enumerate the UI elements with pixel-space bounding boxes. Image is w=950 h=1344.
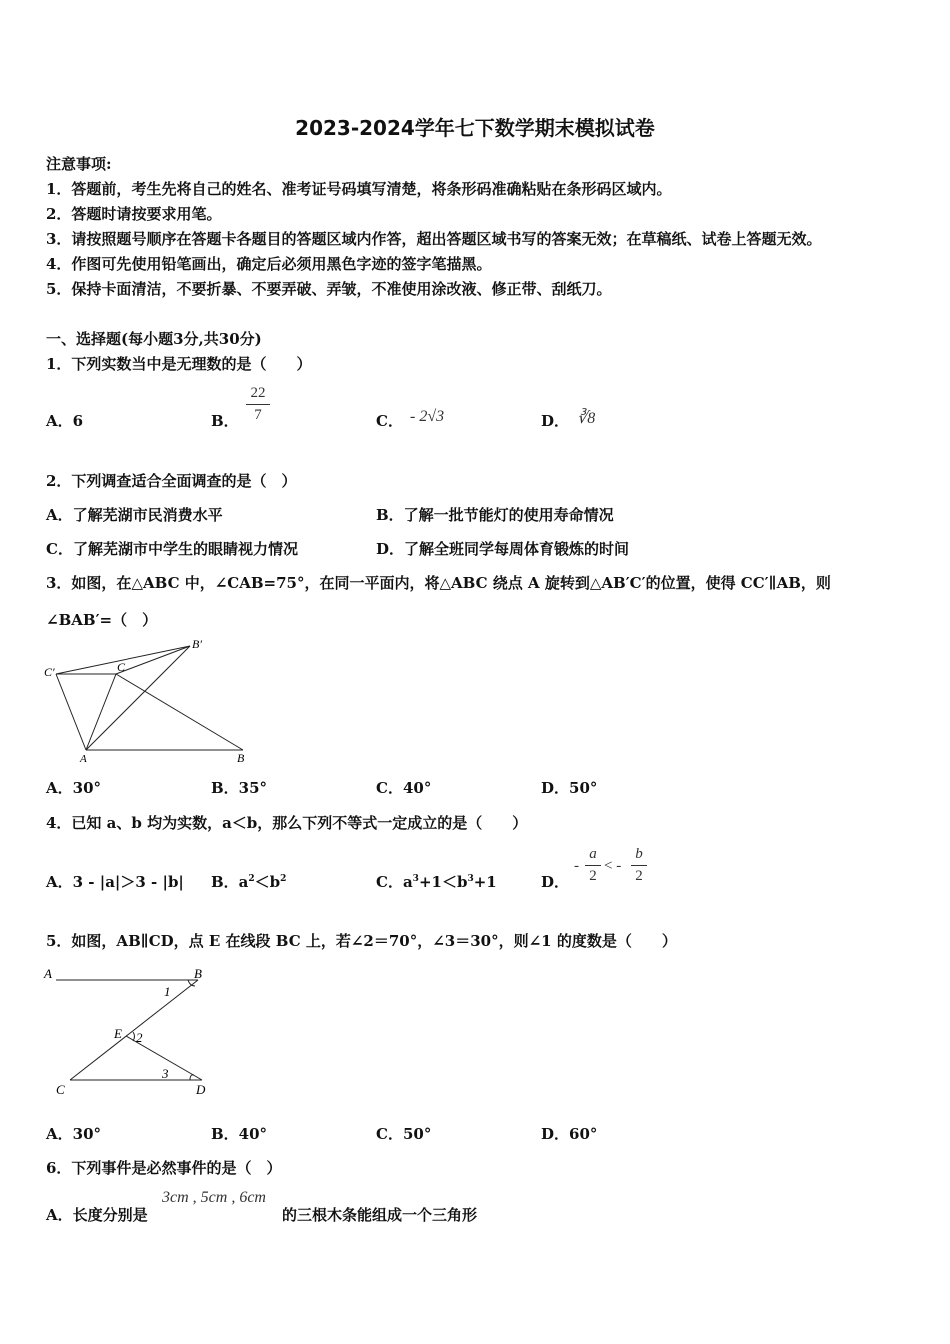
page-title: 2023-2024学年七下数学期末模拟试卷 (295, 116, 655, 140)
point-label-a: A (44, 966, 52, 981)
notice-item: 5．保持卡面清洁，不要折暴、不要弄破、弄皱，不准使用涂改液、修正带、刮纸刀。 (46, 280, 612, 298)
q1-option-d-math: ∛8 (577, 410, 596, 427)
question-6-stem: 6．下列事件是必然事件的是（ ） (46, 1159, 282, 1177)
q4-option-d-fraction-b (631, 846, 647, 885)
q3-option-c: C．40° (376, 779, 432, 797)
q5-parallel-lines-figure (40, 962, 230, 1104)
q3-rotation-figure (40, 636, 260, 768)
notice-heading: 注意事项: (46, 155, 112, 173)
question-3-stem-cont: ∠BAB′=（ ） (46, 611, 158, 629)
notice-item: 2．答题时请按要求用笔。 (46, 205, 222, 223)
q5-option-b: B．40° (211, 1125, 268, 1143)
point-label-e: E (114, 1026, 122, 1041)
segment-cprime-a (56, 674, 86, 750)
question-1-stem: 1．下列实数当中是无理数的是（ ） (46, 355, 312, 373)
q3-option-b: B．35° (211, 779, 268, 797)
fraction-bar (585, 865, 601, 866)
q5-option-c: C．50° (376, 1125, 432, 1143)
segment-a-bprime (86, 646, 190, 750)
point-label-b: B (194, 966, 202, 981)
q1-option-d-label: D． (541, 412, 570, 430)
fraction-numerator: b (635, 846, 643, 862)
q4-option-d-label: D． (541, 873, 570, 891)
q1-option-b-fraction (246, 385, 270, 424)
fraction-denominator: 2 (635, 868, 643, 884)
angle-2-arc (133, 1032, 135, 1041)
q3-option-a: A．30° (46, 779, 102, 797)
q4-option-c: C．$a^3+1<b^3+1$ (376, 873, 497, 891)
q6-option-a-suffix: 的三根木条能组成一个三角形 (282, 1206, 478, 1224)
q3-option-d: D．50° (541, 779, 598, 797)
q4-option-a: A．3 - |a|＞3 - |b| (46, 873, 184, 891)
question-3-stem: 3．如图，在△ABC 中，∠CAB=75°，在同一平面内，将△ABC 绕点 A 旋转到△AB′C′的位置，使得 CC′∥AB，则 (46, 574, 831, 592)
point-label-d: D (196, 1082, 206, 1097)
angle-label-3: 3 (162, 1066, 169, 1081)
segment-c-a (86, 674, 116, 750)
segment-c-b (116, 674, 243, 750)
q2-option-b: B．了解一批节能灯的使用寿命情况 (376, 506, 614, 524)
section-heading: 一、选择题(每小题3分,共30分) (46, 330, 262, 348)
point-label-b: B (237, 751, 245, 765)
q1-option-c-math: - 2√3 (410, 408, 445, 425)
q5-option-d: D．60° (541, 1125, 598, 1143)
fraction-denominator: 7 (254, 407, 262, 423)
question-4-stem: 4．已知 a、b 均为实数，a＜b，那么下列不等式一定成立的是（ ） (46, 814, 528, 832)
q1-option-a: A．6 (46, 412, 84, 430)
q4-option-d-minus: - (574, 858, 579, 874)
angle-label-2: 2 (136, 1030, 143, 1045)
notice-item: 3．请按照题号顺序在答题卡各题目的答题区域内作答，超出答题区域书写的答案无效；在草稿纸、试卷上答题无效。 (46, 230, 822, 248)
notice-item: 4．作图可先使用铅笔画出，确定后必须用黑色字迹的签字笔描黑。 (46, 255, 492, 273)
q1-option-b-label: B． (211, 412, 239, 430)
q2-option-a: A．了解芜湖市民消费水平 (46, 506, 223, 524)
q2-option-c: C．了解芜湖市中学生的眼睛视力情况 (46, 540, 298, 558)
fraction-numerator: 22 (250, 385, 266, 401)
q6-option-a-lengths: 3cm , 5cm , 6cm (162, 1189, 266, 1206)
point-label-bprime: B′ (192, 637, 202, 651)
fraction-numerator: a (589, 846, 597, 862)
angle-label-1: 1 (164, 984, 171, 999)
point-label-c: C (117, 660, 126, 674)
angle-3-arc (190, 1075, 194, 1080)
segment-c-bprime (116, 646, 190, 674)
fraction-bar (631, 865, 647, 866)
q6-option-a-prefix: A．长度分别是 (46, 1206, 148, 1224)
q4-option-b: B．$a^2<b^2$ (211, 873, 287, 891)
fraction-bar (246, 404, 270, 405)
fraction-denominator: 2 (589, 868, 597, 884)
point-label-c: C (56, 1082, 65, 1097)
question-5-stem: 5．如图，AB∥CD，点 E 在线段 BC 上，若∠2＝70°，∠3＝30°，则∠1 的度数是（ ） (46, 932, 677, 950)
notice-item: 1．答题前，考生先将自己的姓名、准考证号码填写清楚，将条形码准确粘贴在条形码区域内。 (46, 180, 672, 198)
point-label-a: A (80, 753, 87, 765)
question-2-stem: 2．下列调查适合全面调查的是（ ） (46, 472, 297, 490)
q5-option-a: A．30° (46, 1125, 102, 1143)
point-label-cprime: C′ (44, 665, 55, 679)
q4-option-d-fraction-a (585, 846, 601, 885)
q2-option-d: D．了解全班同学每周体育锻炼的时间 (376, 540, 630, 558)
segment-bc (70, 980, 198, 1080)
q4-option-d-less-than: < - (604, 858, 622, 874)
q1-option-c-label: C． (376, 412, 403, 430)
